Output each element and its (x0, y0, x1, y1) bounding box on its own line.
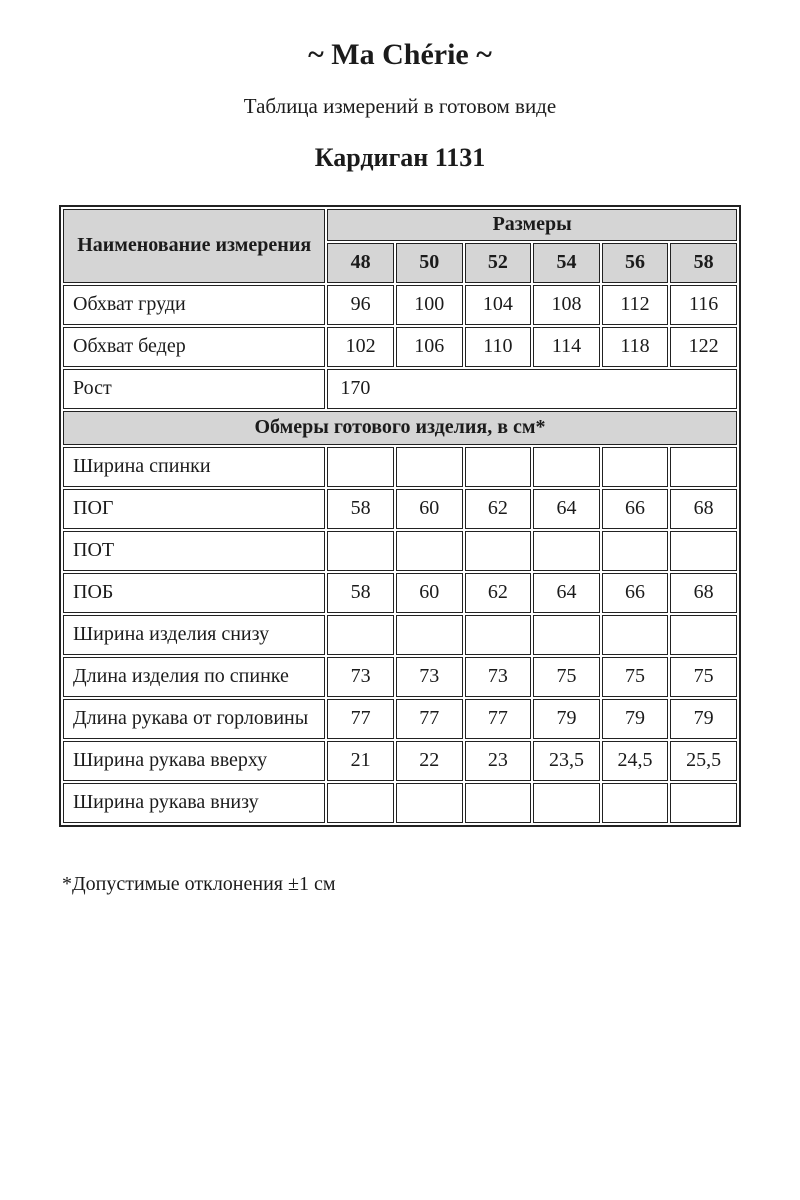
table-row-sleeve-bottom-width (63, 783, 737, 823)
brand-title: ~ Ma Chérie ~ (308, 38, 492, 71)
table-row-back-width (63, 447, 737, 487)
cell-value: 77 (396, 699, 463, 739)
cell-value (327, 615, 394, 655)
cell-value: 23,5 (533, 741, 600, 781)
cell-value (533, 531, 600, 571)
cell-value (465, 531, 532, 571)
cell-value: 102 (327, 327, 394, 367)
cell-value: 75 (602, 657, 669, 697)
cell-value: 96 (327, 285, 394, 325)
cell-value (396, 531, 463, 571)
row-label: Ширина рукава вверху (63, 741, 325, 781)
size-header-cell: 48 (327, 243, 394, 283)
cell-value: 106 (396, 327, 463, 367)
size-header-cell: 50 (396, 243, 463, 283)
cell-value (533, 783, 600, 823)
cell-value: 75 (670, 657, 737, 697)
cell-value: 25,5 (670, 741, 737, 781)
cell-value (670, 615, 737, 655)
cell-value-height: 170 (327, 369, 737, 409)
cell-value: 79 (533, 699, 600, 739)
cell-value: 104 (465, 285, 532, 325)
cell-value (327, 783, 394, 823)
cell-value: 58 (327, 489, 394, 529)
cell-value (602, 615, 669, 655)
table-row-bottom-width (63, 615, 737, 655)
cell-value: 75 (533, 657, 600, 697)
section-header-row (63, 411, 737, 445)
size-header-cell: 56 (602, 243, 669, 283)
row-label: Длина изделия по спинке (63, 657, 325, 697)
cell-value (465, 615, 532, 655)
size-header-cell: 58 (670, 243, 737, 283)
table-row-back-length (63, 657, 737, 697)
cell-value (396, 615, 463, 655)
cell-value (396, 447, 463, 487)
cell-value: 66 (602, 573, 669, 613)
column-header-sizes: Размеры (327, 209, 737, 241)
cell-value (327, 531, 394, 571)
row-label: Рост (63, 369, 325, 409)
cell-value (670, 447, 737, 487)
cell-value (465, 783, 532, 823)
cell-value (327, 447, 394, 487)
cell-value: 112 (602, 285, 669, 325)
column-header-name: Наименование измерения (63, 209, 325, 283)
row-label: ПОГ (63, 489, 325, 529)
cell-value: 116 (670, 285, 737, 325)
cell-value (602, 783, 669, 823)
cell-value: 73 (396, 657, 463, 697)
cell-value (670, 531, 737, 571)
header-row-sizes-label (63, 209, 737, 241)
cell-value: 77 (465, 699, 532, 739)
size-header-cell: 52 (465, 243, 532, 283)
size-table (59, 205, 741, 827)
row-label: Обхват груди (63, 285, 325, 325)
cell-value (602, 531, 669, 571)
cell-value: 21 (327, 741, 394, 781)
cell-value (396, 783, 463, 823)
cell-value (465, 447, 532, 487)
section-header: Обмеры готового изделия, в см* (63, 411, 737, 445)
cell-value: 62 (465, 573, 532, 613)
cell-value: 79 (670, 699, 737, 739)
row-label: Ширина рукава внизу (63, 783, 325, 823)
cell-value: 110 (465, 327, 532, 367)
cell-value (533, 615, 600, 655)
row-label: Обхват бедер (63, 327, 325, 367)
cell-value (602, 447, 669, 487)
cell-value (533, 447, 600, 487)
cell-value: 122 (670, 327, 737, 367)
table-row-sleeve-top-width (63, 741, 737, 781)
size-header-cell: 54 (533, 243, 600, 283)
row-label: Ширина спинки (63, 447, 325, 487)
cell-value: 79 (602, 699, 669, 739)
cell-value: 100 (396, 285, 463, 325)
cell-value: 77 (327, 699, 394, 739)
product-title: Кардиган 1131 (314, 143, 486, 173)
cell-value: 22 (396, 741, 463, 781)
cell-value (670, 783, 737, 823)
table-row-height (63, 369, 737, 409)
cell-value: 68 (670, 489, 737, 529)
table-row-pob (63, 573, 737, 613)
table-row-pot (63, 531, 737, 571)
table-subtitle: Таблица измерений в готовом виде (243, 94, 557, 118)
cell-value: 66 (602, 489, 669, 529)
cell-value: 60 (396, 489, 463, 529)
cell-value: 23 (465, 741, 532, 781)
tolerance-footnote: *Допустимые отклонения ±1 см (62, 872, 336, 895)
table-row-sleeve-length (63, 699, 737, 739)
cell-value: 108 (533, 285, 600, 325)
table-row-hips (63, 327, 737, 367)
cell-value: 24,5 (602, 741, 669, 781)
cell-value: 64 (533, 489, 600, 529)
cell-value: 64 (533, 573, 600, 613)
cell-value: 60 (396, 573, 463, 613)
cell-value: 114 (533, 327, 600, 367)
cell-value: 118 (602, 327, 669, 367)
cell-value: 58 (327, 573, 394, 613)
row-label: Ширина изделия снизу (63, 615, 325, 655)
table-row-pog (63, 489, 737, 529)
row-label: ПОТ (63, 531, 325, 571)
row-label: ПОБ (63, 573, 325, 613)
cell-value: 68 (670, 573, 737, 613)
cell-value: 73 (465, 657, 532, 697)
row-label: Длина рукава от горловины (63, 699, 325, 739)
table-row-chest (63, 285, 737, 325)
cell-value: 62 (465, 489, 532, 529)
cell-value: 73 (327, 657, 394, 697)
